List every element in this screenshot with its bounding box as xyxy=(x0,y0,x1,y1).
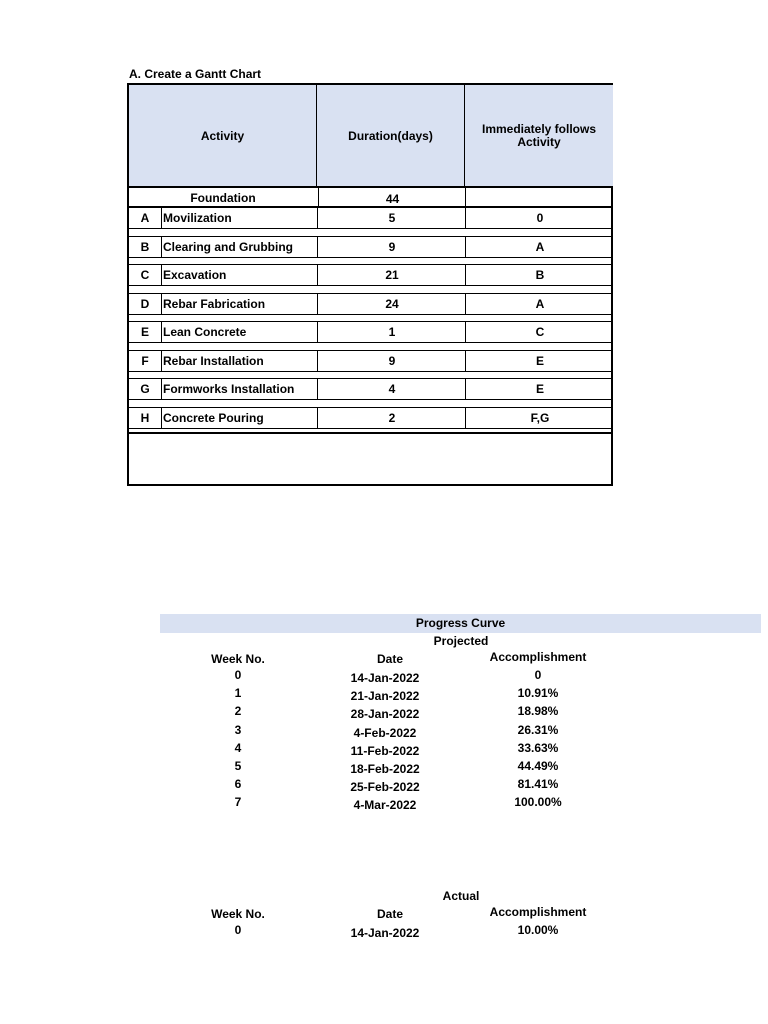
activity-id: E xyxy=(129,322,162,342)
accomplishment-value: 33.63% xyxy=(517,740,559,755)
date-value: 14-Jan-2022 xyxy=(350,926,420,940)
activity-id: H xyxy=(129,408,162,428)
activity-duration: 1 xyxy=(317,322,466,342)
activity-name: Concrete Pouring xyxy=(163,410,264,425)
accomplishment-value: 26.31% xyxy=(517,722,559,737)
group-follows xyxy=(465,188,614,208)
projected-title: Projected xyxy=(433,634,489,648)
list-item xyxy=(0,795,768,813)
section-heading: A. Create a Gantt Chart xyxy=(129,67,262,81)
activity-follows: E xyxy=(465,379,614,399)
week-number: 0 xyxy=(234,923,242,937)
date-value: 25-Feb-2022 xyxy=(350,780,420,795)
activity-id: C xyxy=(129,265,162,285)
activity-table xyxy=(127,83,613,486)
activity-duration: 4 xyxy=(317,379,466,399)
header-follows-line2: Activity xyxy=(517,135,561,149)
activity-name: Clearing and Grubbing xyxy=(163,239,294,254)
accomplishment-value: 10.00% xyxy=(517,923,559,937)
accomplishment-value: 81.41% xyxy=(517,777,559,792)
list-item xyxy=(0,777,768,795)
actual-accomplishment-header: Accomplishment xyxy=(489,905,587,919)
accomplishment-value: 18.98% xyxy=(517,704,559,719)
table-row xyxy=(129,407,613,429)
group-name: Foundation xyxy=(190,191,256,205)
activity-follows: E xyxy=(465,351,614,371)
week-number: 5 xyxy=(234,759,242,773)
activity-id: G xyxy=(129,379,162,399)
header-follows xyxy=(465,85,613,187)
activity-follows: C xyxy=(465,322,614,342)
accomplishment-value: 44.49% xyxy=(517,759,559,773)
table-row xyxy=(129,236,613,258)
list-item xyxy=(0,668,768,686)
date-value: 11-Feb-2022 xyxy=(350,743,420,758)
activity-name: Movilization xyxy=(163,211,232,225)
table-row xyxy=(129,321,613,343)
header-duration: Duration(days) xyxy=(317,85,465,187)
activity-id: F xyxy=(129,351,162,371)
list-item xyxy=(0,759,768,777)
activity-name: Lean Concrete xyxy=(163,325,247,339)
week-number: 1 xyxy=(234,686,242,701)
table-row xyxy=(129,350,613,372)
activity-duration: 9 xyxy=(317,237,466,257)
activity-duration: 5 xyxy=(317,208,466,228)
list-item xyxy=(0,686,768,704)
table-row xyxy=(129,378,613,400)
week-number: 2 xyxy=(234,704,242,719)
table-row xyxy=(129,293,613,315)
activity-duration: 21 xyxy=(317,265,466,285)
progress-curve-title: Progress Curve xyxy=(160,614,761,633)
date-value: 21-Jan-2022 xyxy=(350,689,420,704)
list-item xyxy=(0,741,768,759)
actual-title: Actual xyxy=(442,889,480,903)
activity-id: D xyxy=(129,294,162,314)
table-row xyxy=(129,264,613,286)
date-value: 14-Jan-2022 xyxy=(350,671,420,685)
table-footer-area xyxy=(129,432,613,486)
activity-duration: 2 xyxy=(317,408,466,428)
activity-follows: A xyxy=(465,237,614,257)
activity-name: Excavation xyxy=(163,268,227,282)
activity-duration: 24 xyxy=(317,294,466,314)
projected-date-header: Date xyxy=(376,652,403,666)
activity-name: Rebar Installation xyxy=(163,353,264,368)
activity-name: Formworks Installation xyxy=(163,382,295,396)
group-duration: 44 xyxy=(318,188,466,208)
date-value: 4-Feb-2022 xyxy=(353,725,417,740)
week-number: 3 xyxy=(234,722,242,737)
activity-name: Rebar Fabrication xyxy=(163,296,266,311)
accomplishment-value: 0 xyxy=(534,668,542,682)
week-number: 6 xyxy=(234,777,242,792)
activity-id: B xyxy=(129,237,162,257)
header-activity: Activity xyxy=(129,85,317,187)
activity-follows: F,G xyxy=(465,408,614,428)
activity-follows: A xyxy=(465,294,614,314)
accomplishment-value: 100.00% xyxy=(514,795,562,810)
header-follows-line1: Immediately follows xyxy=(481,122,597,136)
date-value: 28-Jan-2022 xyxy=(350,707,420,722)
list-item xyxy=(0,723,768,741)
activity-follows: B xyxy=(465,265,614,285)
actual-week-header: Week No. xyxy=(211,907,265,921)
projected-week-header: Week No. xyxy=(211,652,265,666)
actual-date-header: Date xyxy=(376,907,403,921)
activity-follows: 0 xyxy=(465,208,614,228)
week-number: 7 xyxy=(234,795,242,810)
date-value: 4-Mar-2022 xyxy=(353,798,417,813)
activity-id: A xyxy=(129,208,162,228)
projected-accomplishment-header: Accomplishment xyxy=(489,650,587,664)
week-number: 4 xyxy=(234,740,242,755)
week-number: 0 xyxy=(234,668,242,682)
list-item xyxy=(0,923,768,941)
table-row xyxy=(129,207,613,229)
date-value: 18-Feb-2022 xyxy=(350,762,420,776)
accomplishment-value: 10.91% xyxy=(517,686,559,701)
list-item xyxy=(0,704,768,722)
activity-duration: 9 xyxy=(317,351,466,371)
